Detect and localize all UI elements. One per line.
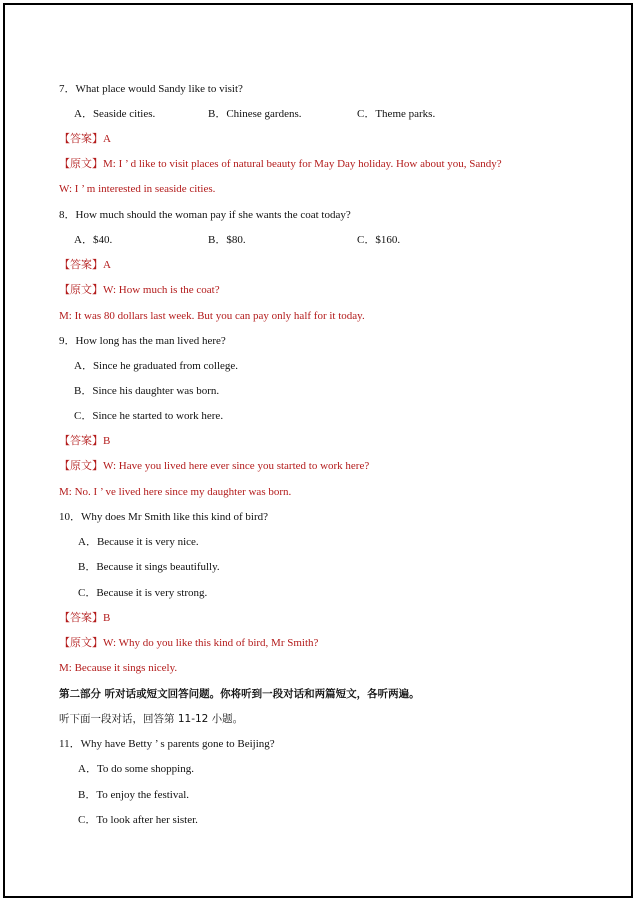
q7-transcript-line-2: W: I ’ m interested in seaside cities. bbox=[59, 183, 216, 195]
q8-option-a: A．$40. bbox=[74, 234, 113, 246]
q9-transcript-line-1: 【原文】W: Have you lived here ever since you started to work here? bbox=[59, 460, 370, 472]
section-2-instruction: 听下面一段对话，回答第 11-12 小题。 bbox=[59, 713, 244, 725]
q10-option-c: C．Because it is very strong. bbox=[78, 587, 208, 599]
q9-option-c: C．Since he started to work here. bbox=[74, 410, 224, 422]
q7-option-b: B．Chinese gardens. bbox=[208, 108, 302, 120]
q7-answer: 【答案】A bbox=[59, 133, 111, 145]
q7-option-c: C．Theme parks. bbox=[357, 108, 436, 120]
q8-transcript-line-1: 【原文】W: How much is the coat? bbox=[59, 284, 220, 296]
q10-option-a: A．Because it is very nice. bbox=[78, 536, 199, 548]
question-8: 8．How much should the woman pay if she wants the coat today? bbox=[59, 209, 351, 221]
question-9: 9．How long has the man lived here? bbox=[59, 335, 226, 347]
q11-option-a: A．To do some shopping. bbox=[78, 763, 194, 775]
q8-answer: 【答案】A bbox=[59, 259, 111, 271]
q10-answer: 【答案】B bbox=[59, 612, 111, 624]
q10-option-b: B．Because it sings beautifully. bbox=[78, 561, 220, 573]
q7-option-a: A．Seaside cities. bbox=[74, 108, 156, 120]
question-7: 7．What place would Sandy like to visit? bbox=[59, 83, 243, 95]
q11-option-c: C．To look after her sister. bbox=[78, 814, 198, 826]
q9-transcript-line-2: M: No. I ’ ve lived here since my daughter was born. bbox=[59, 486, 292, 498]
q9-option-b: B．Since his daughter was born. bbox=[74, 385, 220, 397]
q7-transcript-line-1: 【原文】M: I ’ d like to visit places of natural beauty for May Day holiday. How about you, Sandy? bbox=[59, 158, 502, 170]
q8-option-c: C．$160. bbox=[357, 234, 401, 246]
q9-option-a: A．Since he graduated from college. bbox=[74, 360, 239, 372]
q10-transcript-line-2: M: Because it sings nicely. bbox=[59, 662, 178, 674]
q8-transcript-line-2: M: It was 80 dollars last week. But you can pay only half for it today. bbox=[59, 310, 365, 322]
q9-answer: 【答案】B bbox=[59, 435, 111, 447]
section-2-heading: 第二部分 听对话或短文回答问题。你将听到一段对话和两篇短文，各听两遍。 bbox=[59, 688, 420, 700]
question-10: 10．Why does Mr Smith like this kind of bird? bbox=[59, 511, 268, 523]
q10-transcript-line-1: 【原文】W: Why do you like this kind of bird, Mr Smith? bbox=[59, 637, 319, 649]
question-11: 11．Why have Betty ’ s parents gone to Beijing? bbox=[59, 738, 275, 750]
q8-option-b: B．$80. bbox=[208, 234, 246, 246]
q11-option-b: B．To enjoy the festival. bbox=[78, 789, 190, 801]
